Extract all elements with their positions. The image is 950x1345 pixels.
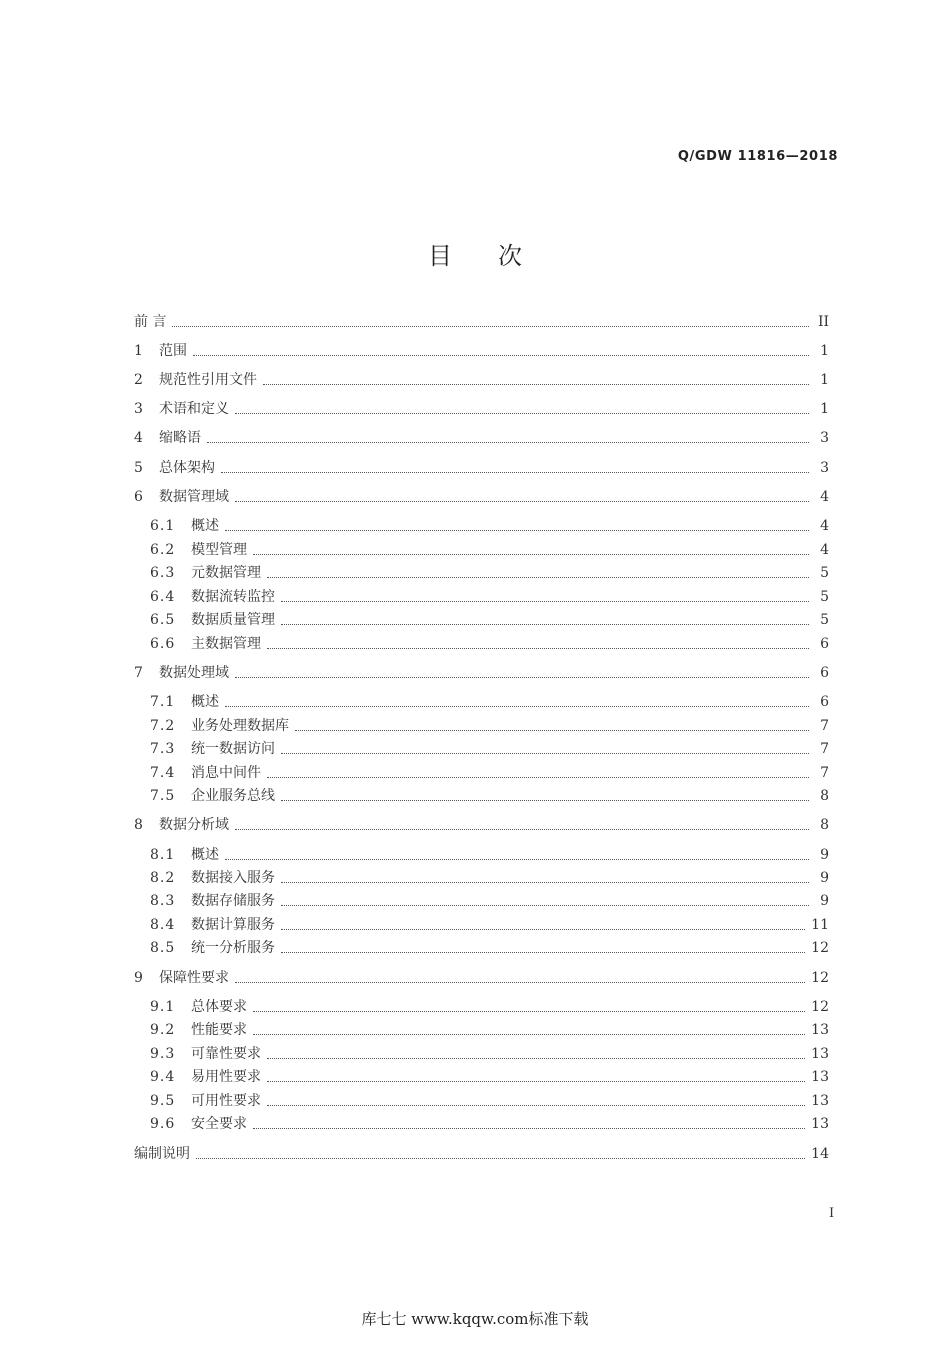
toc-entry-number: 8.3 [150, 893, 176, 909]
toc-entry-number: 6.6 [150, 636, 176, 652]
toc-dot-leader [253, 1127, 805, 1129]
toc-entry-label: 统一分析服务 [191, 940, 275, 956]
toc-entry-page: 8 [820, 788, 829, 804]
toc-dot-leader [207, 441, 809, 443]
toc-entry-number: 9.1 [150, 999, 176, 1015]
toc-subentry[interactable] [150, 915, 829, 935]
toc-entry-page: 6 [820, 694, 829, 710]
toc-entry-number: 7.5 [150, 788, 176, 804]
toc-entry-page: 12 [811, 999, 829, 1015]
toc-dot-leader [172, 325, 809, 327]
toc-entry-label: 模型管理 [191, 542, 247, 558]
toc-dot-leader [281, 904, 809, 906]
toc-dot-leader [193, 354, 809, 356]
toc-entry-page: 1 [820, 372, 829, 388]
toc-dot-leader [253, 1033, 805, 1035]
toc-entry-page: 13 [811, 1069, 829, 1085]
toc-entry-number: 7.3 [150, 741, 176, 757]
toc-dot-leader [267, 776, 809, 778]
toc-entry-label: 数据接入服务 [191, 870, 275, 886]
toc-entry-number: 3 [134, 401, 143, 417]
toc-subentry[interactable] [150, 540, 829, 560]
toc-dot-leader [281, 928, 805, 930]
toc-dot-leader [225, 858, 809, 860]
toc-entry-number: 6.2 [150, 542, 176, 558]
toc-dot-leader [281, 623, 809, 625]
toc-dot-leader [235, 412, 809, 414]
toc-subentry[interactable] [150, 587, 829, 607]
toc-dot-leader [235, 981, 805, 983]
toc-entry-number: 8.4 [150, 917, 176, 933]
toc-entry-number: 6 [134, 489, 143, 505]
toc-entry-number: 8.5 [150, 940, 176, 956]
toc-entry-label: 数据计算服务 [191, 917, 275, 933]
toc-entry-label: 概述 [191, 518, 219, 534]
toc-entry-page: II [817, 314, 829, 330]
toc-entry-page: 12 [811, 970, 829, 986]
toc-subentry[interactable] [150, 763, 829, 783]
page-title: 目次 [428, 242, 568, 270]
toc-entry[interactable] [134, 1144, 829, 1164]
toc-entry-page: 12 [811, 940, 829, 956]
footer-watermark: 库七七 www.kqqw.com标准下载 [361, 1310, 589, 1328]
toc-entry-label: 编制说明 [134, 1146, 190, 1162]
toc-entry-page: 13 [811, 1046, 829, 1062]
toc-dot-leader [267, 1057, 805, 1059]
toc-entry-page: 7 [820, 765, 829, 781]
toc-entry-number: 1 [134, 343, 143, 359]
toc-subentry[interactable] [150, 868, 829, 888]
toc-entry-number: 5 [134, 460, 143, 476]
toc-dot-leader [267, 647, 809, 649]
toc-entry-label: 业务处理数据库 [191, 718, 289, 734]
toc-dot-leader [281, 881, 809, 883]
toc-entry-number: 6.5 [150, 612, 176, 628]
toc-entry-page: 1 [820, 343, 829, 359]
toc-dot-leader [281, 600, 809, 602]
toc-entry-number: 9.5 [150, 1093, 176, 1109]
toc-entry-page: 4 [820, 489, 829, 505]
toc-dot-leader [225, 529, 809, 531]
toc-entry-number: 4 [134, 430, 143, 446]
toc-dot-leader [253, 553, 809, 555]
toc-entry-page: 7 [820, 741, 829, 757]
toc-entry-number: 2 [134, 372, 143, 388]
toc-dot-leader [221, 471, 809, 473]
toc-dot-leader [281, 799, 809, 801]
toc-entry-page: 5 [820, 612, 829, 628]
toc-entry-page: 14 [811, 1146, 829, 1162]
toc-entry-label: 术语和定义 [159, 401, 229, 417]
toc-entry-number: 7.2 [150, 718, 176, 734]
toc-entry-label: 总体要求 [191, 999, 247, 1015]
toc-entry-label: 安全要求 [191, 1116, 247, 1132]
toc-entry-label: 性能要求 [191, 1022, 247, 1038]
toc-entry-label: 可用性要求 [191, 1093, 261, 1109]
toc-entry-number: 6.3 [150, 565, 176, 581]
toc-subentry[interactable] [150, 1091, 829, 1111]
toc-subentry[interactable] [150, 1044, 829, 1064]
toc-subentry[interactable] [150, 692, 829, 712]
toc-entry-label: 概述 [191, 847, 219, 863]
toc-entry[interactable] [134, 968, 829, 988]
toc-entry-page: 3 [820, 460, 829, 476]
toc-subentry[interactable] [150, 610, 829, 630]
toc-entry-label: 可靠性要求 [191, 1046, 261, 1062]
toc-entry-page: 3 [820, 430, 829, 446]
toc-entry-label: 概述 [191, 694, 219, 710]
toc-dot-leader [267, 1104, 805, 1106]
toc-entry-label: 数据分析域 [159, 817, 229, 833]
toc-entry-page: 8 [820, 817, 829, 833]
toc-dot-leader [196, 1157, 805, 1159]
toc-entry-label: 数据处理域 [159, 665, 229, 681]
toc-entry-page: 4 [820, 542, 829, 558]
toc-entry-number: 8.1 [150, 847, 176, 863]
toc-entry-label: 企业服务总线 [191, 788, 275, 804]
toc-entry-number: 9.2 [150, 1022, 176, 1038]
toc-entry[interactable] [134, 487, 829, 507]
toc-dot-leader [281, 951, 805, 953]
toc-dot-leader [281, 752, 809, 754]
toc-entry-label: 数据管理域 [159, 489, 229, 505]
toc-entry[interactable] [134, 312, 829, 332]
toc-entry-label: 范围 [159, 343, 187, 359]
toc-entry-number: 8.2 [150, 870, 176, 886]
toc-entry-number: 9 [134, 970, 143, 986]
toc-entry[interactable] [134, 428, 829, 448]
toc-entry-number: 6.1 [150, 518, 176, 534]
toc-entry-label: 消息中间件 [191, 765, 261, 781]
toc-entry-label: 数据存储服务 [191, 893, 275, 909]
toc-entry-page: 13 [811, 1116, 829, 1132]
standard-code: Q/GDW 11816—2018 [677, 149, 838, 164]
toc-dot-leader [235, 828, 809, 830]
toc-entry-page: 6 [820, 665, 829, 681]
toc-dot-leader [295, 729, 809, 731]
toc-entry-number: 8 [134, 817, 143, 833]
toc-subentry[interactable] [150, 997, 829, 1017]
toc-entry-label: 总体架构 [159, 460, 215, 476]
toc-dot-leader [267, 576, 809, 578]
toc-subentry[interactable] [150, 786, 829, 806]
toc-entry-label: 数据流转监控 [191, 589, 275, 605]
toc-subentry[interactable] [150, 1067, 829, 1087]
toc-entry-label: 缩略语 [159, 430, 201, 446]
toc-entry-number: 7 [134, 665, 143, 681]
toc-dot-leader [267, 1080, 805, 1082]
toc-entry[interactable] [134, 399, 829, 419]
toc-subentry[interactable] [150, 938, 829, 958]
toc-subentry[interactable] [150, 563, 829, 583]
toc-entry-label: 元数据管理 [191, 565, 261, 581]
toc-entry-page: 9 [820, 870, 829, 886]
toc-dot-leader [225, 705, 809, 707]
toc-entry-page: 4 [820, 518, 829, 534]
toc-dot-leader [263, 383, 809, 385]
toc-entry[interactable] [134, 370, 829, 390]
toc-entry-number: 9.6 [150, 1116, 176, 1132]
toc-entry-number: 6.4 [150, 589, 176, 605]
toc-entry-page: 9 [820, 847, 829, 863]
toc-entry[interactable] [134, 663, 829, 683]
toc-subentry[interactable] [150, 739, 829, 759]
toc-entry-page: 1 [820, 401, 829, 417]
toc-entry-page: 5 [820, 589, 829, 605]
toc-entry-number: 7.4 [150, 765, 176, 781]
toc-entry[interactable] [134, 458, 829, 478]
toc-dot-leader [235, 676, 809, 678]
toc-entry-page: 7 [820, 718, 829, 734]
toc-entry-label: 规范性引用文件 [159, 372, 257, 388]
toc-entry[interactable] [134, 815, 829, 835]
toc-dot-leader [235, 500, 809, 502]
toc-entry-page: 13 [811, 1022, 829, 1038]
toc-entry-label: 统一数据访问 [191, 741, 275, 757]
toc-subentry[interactable] [150, 634, 829, 654]
toc-subentry[interactable] [150, 1114, 829, 1134]
toc-entry-label: 数据质量管理 [191, 612, 275, 628]
toc-entry-label: 易用性要求 [191, 1069, 261, 1085]
page-number: I [829, 1206, 835, 1221]
toc-entry-number: 9.3 [150, 1046, 176, 1062]
toc-entry-number: 7.1 [150, 694, 176, 710]
toc-entry-page: 6 [820, 636, 829, 652]
toc-entry-page: 11 [811, 917, 829, 933]
toc-entry-label: 保障性要求 [159, 970, 229, 986]
toc-entry-label: 前 言 [134, 314, 167, 330]
toc-subentry[interactable] [150, 845, 829, 865]
toc-entry-number: 9.4 [150, 1069, 176, 1085]
toc-entry-page: 9 [820, 893, 829, 909]
toc-dot-leader [253, 1010, 805, 1012]
toc-subentry[interactable] [150, 1020, 829, 1040]
toc-subentry[interactable] [150, 716, 829, 736]
toc-entry-page: 5 [820, 565, 829, 581]
toc-subentry[interactable] [150, 891, 829, 911]
toc-entry-page: 13 [811, 1093, 829, 1109]
toc-entry[interactable] [134, 341, 829, 361]
toc-subentry[interactable] [150, 516, 829, 536]
toc-entry-label: 主数据管理 [191, 636, 261, 652]
